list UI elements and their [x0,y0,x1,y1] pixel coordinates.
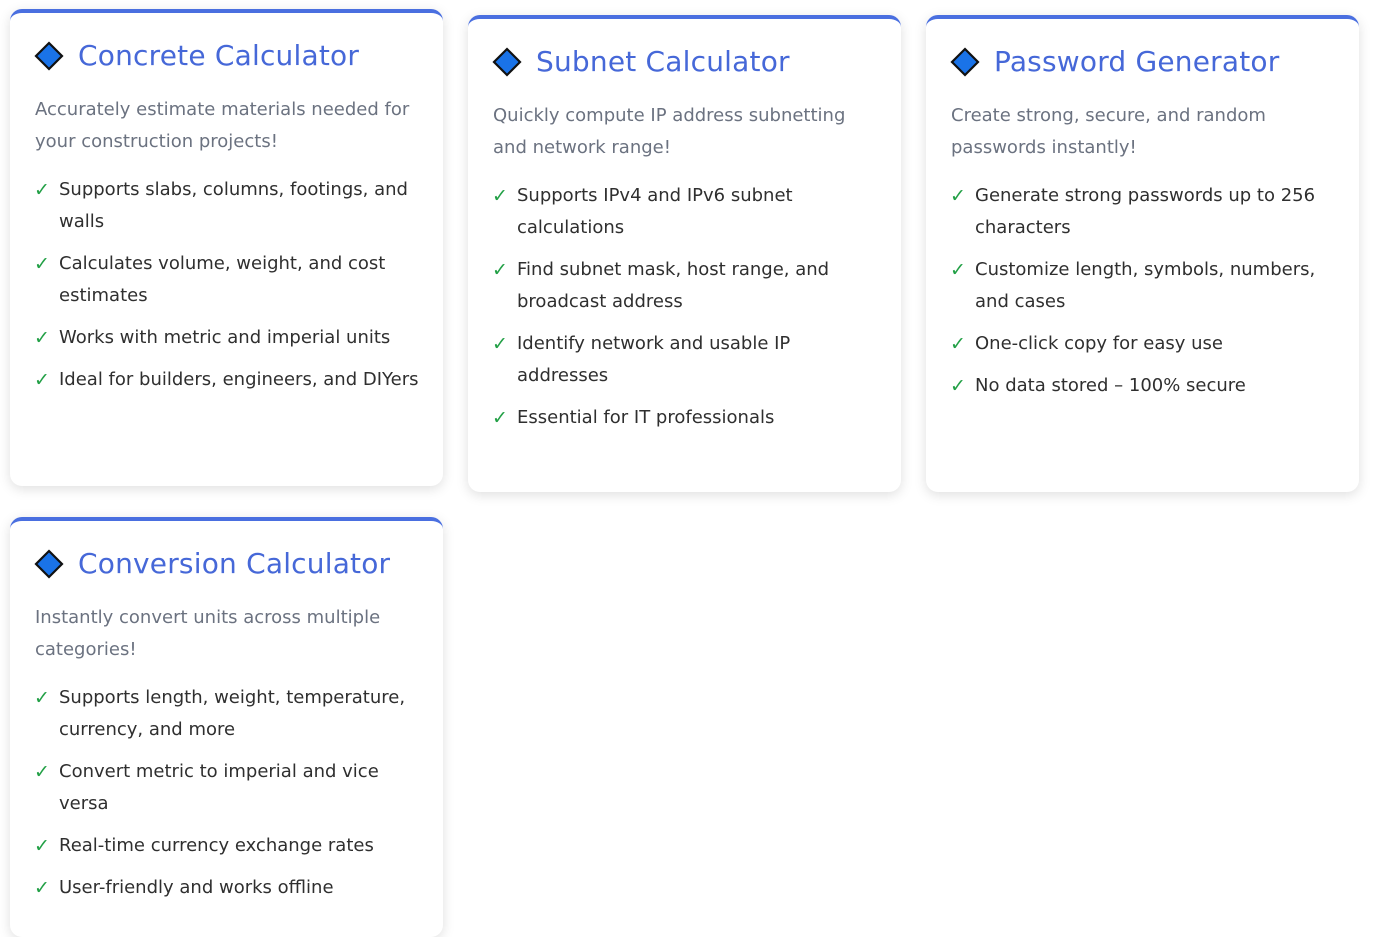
card-header [34,39,419,72]
check-icon: ✓ [34,327,50,349]
feature-list [34,174,419,396]
check-icon: ✓ [492,407,508,429]
card-title[interactable]: Conversion Calculator [78,547,391,580]
tool-card-conversion-calculator[interactable] [10,517,443,937]
card-header [492,45,877,78]
feature-text: User-friendly and works offline [59,877,334,898]
diamond-icon [950,47,980,77]
feature-item [950,370,1335,402]
feature-item [492,180,877,244]
feature-item [950,328,1335,360]
check-icon: ✓ [492,185,508,207]
feature-item [492,402,877,434]
feature-text: Convert metric to imperial and vice versa [59,761,379,814]
check-icon: ✓ [34,369,50,391]
tool-card-subnet-calculator[interactable] [468,15,901,492]
feature-text: Real-time currency exchange rates [59,835,374,856]
diamond-icon [492,47,522,77]
feature-text: Calculates volume, weight, and cost estimates [59,253,386,306]
check-icon: ✓ [34,761,50,783]
check-icon: ✓ [492,333,508,355]
diamond-icon [34,41,64,71]
card-title[interactable]: Concrete Calculator [78,39,360,72]
feature-item [34,682,419,746]
check-icon: ✓ [950,259,966,281]
check-icon: ✓ [34,179,50,201]
feature-item [34,756,419,820]
card-title[interactable]: Password Generator [994,45,1280,78]
feature-text: Find subnet mask, host range, and broadcast address [517,259,830,312]
check-icon: ✓ [34,253,50,275]
check-icon: ✓ [34,835,50,857]
tool-card-password-generator[interactable] [926,15,1359,492]
feature-text: Ideal for builders, engineers, and DIYers [59,369,419,390]
feature-item [950,180,1335,244]
card-header [34,547,419,580]
feature-text: Supports slabs, columns, footings, and walls [59,179,408,232]
card-description: Quickly compute IP address subnetting and network range! [493,105,846,158]
feature-text: Supports IPv4 and IPv6 subnet calculations [517,185,793,238]
check-icon: ✓ [492,259,508,281]
check-icon: ✓ [950,185,966,207]
feature-text: Customize length, symbols, numbers, and cases [975,259,1316,312]
feature-item [34,830,419,862]
check-icon: ✓ [950,333,966,355]
check-icon: ✓ [34,687,50,709]
feature-item [34,364,419,396]
feature-item [950,254,1335,318]
feature-text: Essential for IT professionals [517,407,775,428]
feature-list [492,180,877,434]
card-description: Create strong, secure, and random passwords instantly! [951,105,1266,158]
feature-text: Supports length, weight, temperature, currency, and more [59,687,406,740]
feature-list [950,180,1335,402]
tool-card-concrete-calculator[interactable] [10,9,443,486]
card-description: Accurately estimate materials needed for your construction projects! [35,99,410,152]
check-icon: ✓ [950,375,966,397]
feature-text: Generate strong passwords up to 256 characters [975,185,1316,238]
feature-item [492,254,877,318]
feature-text: Works with metric and imperial units [59,327,391,348]
feature-item [34,174,419,238]
card-description: Instantly convert units across multiple categories! [35,607,381,660]
feature-item [34,322,419,354]
feature-text: Identify network and usable IP addresses [517,333,791,386]
feature-text: One-click copy for easy use [975,333,1223,354]
feature-text: No data stored – 100% secure [975,375,1246,396]
feature-item [34,872,419,904]
diamond-icon [34,549,64,579]
feature-list [34,682,419,904]
feature-item [492,328,877,392]
card-header [950,45,1335,78]
feature-item [34,248,419,312]
check-icon: ✓ [34,877,50,899]
card-title[interactable]: Subnet Calculator [536,45,790,78]
